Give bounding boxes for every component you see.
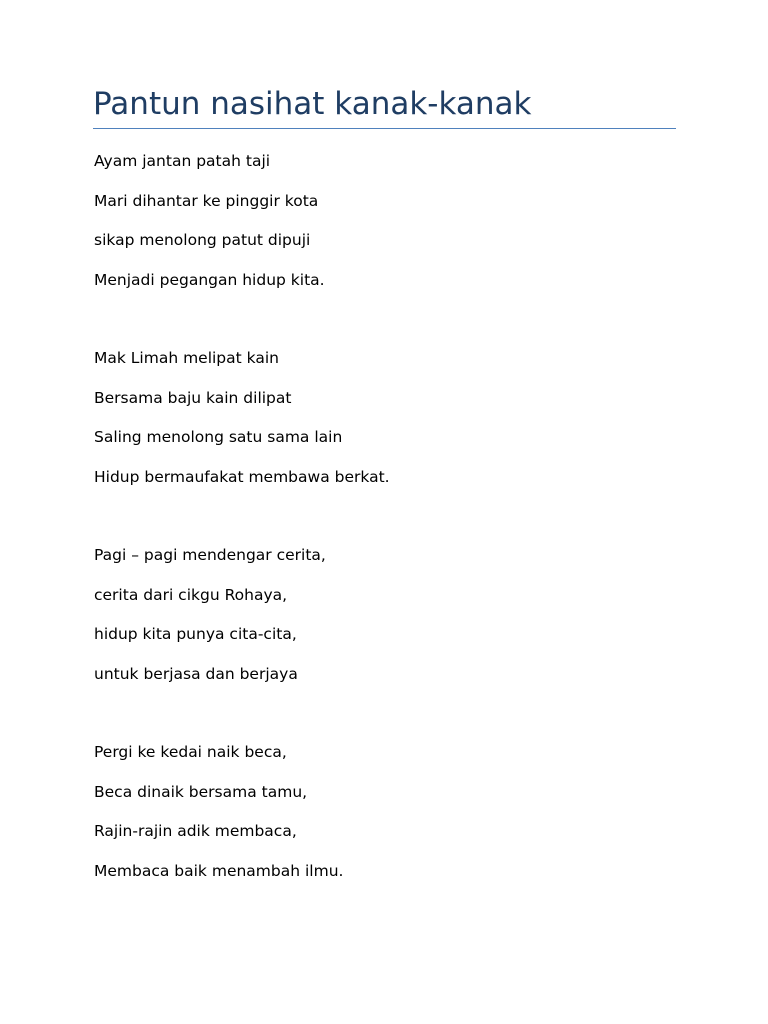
stanza-line: cerita dari cikgu Rohaya,: [94, 585, 288, 604]
stanza-line: Membaca baik menambah ilmu.: [94, 861, 344, 880]
stanza-line: Menjadi pegangan hidup kita.: [94, 270, 325, 289]
stanza-4: [94, 733, 343, 891]
document-title: Pantun nasihat kanak-kanak: [93, 86, 532, 122]
title-underline: [93, 128, 676, 129]
stanza-line: Pagi – pagi mendengar cerita,: [94, 546, 326, 564]
stanza-1: [94, 142, 325, 300]
stanza-line: Ayam jantan patah taji: [94, 152, 271, 170]
stanza-line: Mari dihantar ke pinggir kota: [94, 191, 319, 210]
stanza-line: Saling menolong satu sama lain: [94, 428, 343, 446]
stanza-3: [94, 536, 326, 694]
stanza-line: Bersama baju kain dilipat: [94, 388, 292, 407]
stanza-line: Rajin-rajin adik membaca,: [94, 822, 297, 840]
stanza-line: Pergi ke kedai naik beca,: [94, 743, 287, 761]
stanza-line: hidup kita punya cita-cita,: [94, 625, 297, 643]
stanza-line: Hidup bermaufakat membawa berkat.: [94, 467, 390, 486]
stanza-line: sikap menolong patut dipuji: [94, 231, 311, 249]
stanza-line: Mak Limah melipat kain: [94, 349, 279, 367]
stanza-line: Beca dinaik bersama tamu,: [94, 782, 308, 801]
stanza-line: untuk berjasa dan berjaya: [94, 664, 298, 683]
stanza-2: [94, 339, 390, 497]
